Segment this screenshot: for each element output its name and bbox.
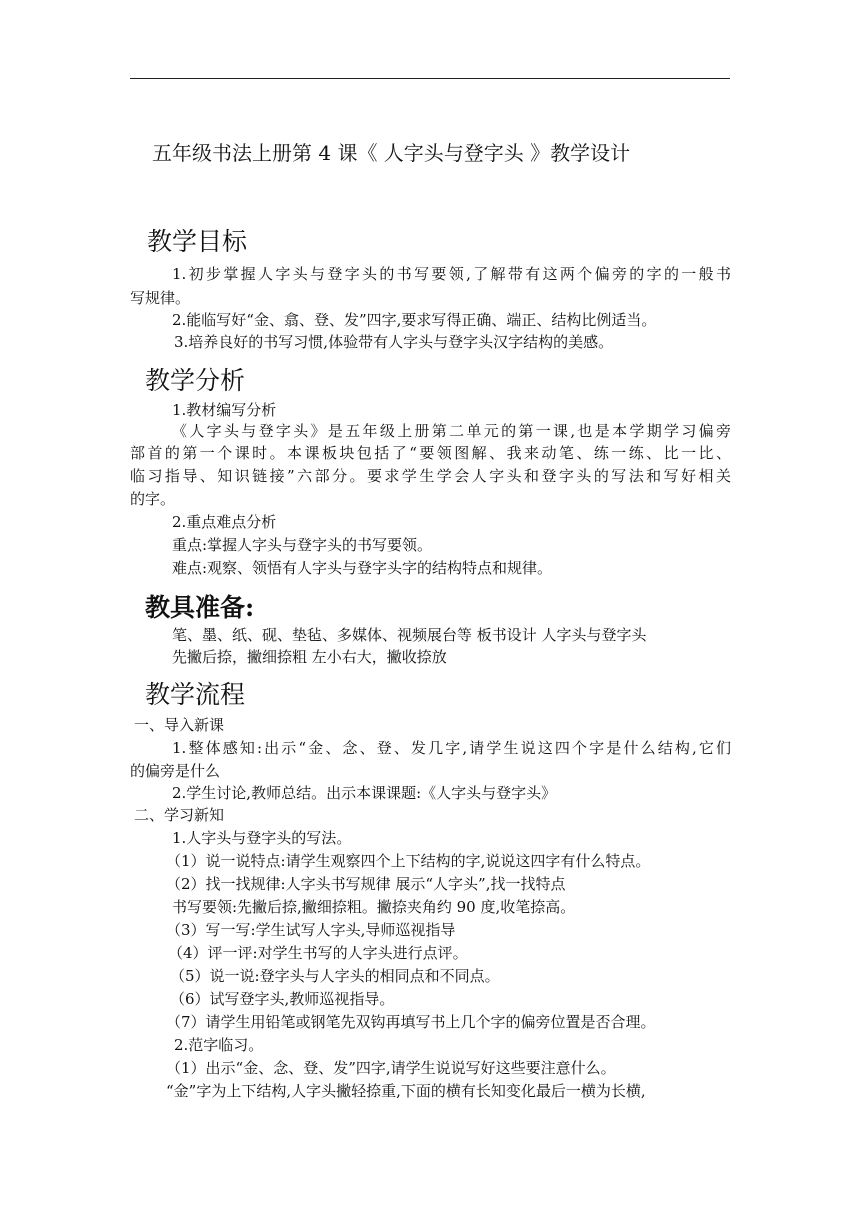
analysis-para-line-3: 临习指导、知识链接”六部分。要求学生学会人字头和登字头的写法和写好相关 <box>130 467 731 485</box>
process-2-1-6: （6）试写登字头,教师巡视指导。 <box>170 990 395 1008</box>
process-1-1 <box>130 737 731 759</box>
process-2-1-7: （7）请学生用铅笔或钢笔先双钩再填写书上几个字的偏旁位置是否合理。 <box>166 1013 656 1031</box>
process-2-2: 2.范字临习。 <box>174 1036 264 1054</box>
process-2-1-4: （4）评一评:对学生书写的人字头进行点评。 <box>168 944 468 962</box>
heading-analysis: 教学分析 <box>145 366 246 395</box>
analysis-sub-1: 1.教材编写分析 <box>172 401 277 419</box>
process-1-1-cont: 的偏旁是什么 <box>130 762 221 780</box>
process-2-2-2: “金”字为上下结构,人字头撇轻捺重,下面的横有长知变化最后一横为长横, <box>166 1082 646 1100</box>
goal-item-2: 2.能临写好“金、翕、登、发”四字,要求写得正确、端正、结构比例适当。 <box>172 311 657 329</box>
goal-item-1 <box>130 263 731 285</box>
analysis-sub-2: 2.重点难点分析 <box>172 513 277 531</box>
analysis-difficulty: 难点:观察、领悟有人字头与登字头字的结构特点和规律。 <box>172 559 553 577</box>
process-2-1-2: （2）找一找规律:人字头书写规律 展示“人字头”,找一找特点 <box>166 875 566 893</box>
analysis-para-line-4: 的字。 <box>130 490 176 508</box>
process-section-2: 二、学习新知 <box>134 806 225 824</box>
analysis-para-line-1 <box>130 420 731 442</box>
process-section-1: 一、导入新课 <box>134 716 225 734</box>
goal-item-3: 3.培养良好的书写习惯,体验带有人字头与登字头汉字结构的美感。 <box>174 333 614 351</box>
analysis-key-point: 重点:掌握人字头与登字头的书写要领。 <box>172 536 433 554</box>
heading-process: 教学流程 <box>145 680 246 709</box>
process-2-1-5: （5）说一说:登字头与人字头的相同点和不同点。 <box>170 967 500 985</box>
document-title: 五年级书法上册第 4 课《 人字头与登字头 》教学设计 <box>152 141 631 165</box>
process-1-2: 2.学生讨论,教师总结。出示本课课题:《人字头与登字头》 <box>172 784 557 802</box>
process-2-1-3: （3）写一写:学生试写人字头,导师巡视指导 <box>166 921 456 939</box>
analysis-para-line-2: 部首的第一个课时。本课板块包括了“要领图解、我来动笔、练一练、比一比、 <box>130 444 731 462</box>
process-2-1-2-rule: 书写要领:先撇后捺,撇细捺粗。撇捺夹角约 90 度,收笔捺高。 <box>172 898 576 916</box>
process-1-1-text: 1.整体感知:出示“金、念、登、发几字,请学生说这四个字是什么结构,它们 <box>172 739 731 757</box>
heading-goals: 教学目标 <box>147 227 248 256</box>
header-rule <box>130 78 730 79</box>
process-2-1: 1.人字头与登字头的写法。 <box>172 829 352 847</box>
prep-line-1: 笔、墨、纸、砚、垫毡、多媒体、视频展台等 板书设计 人字头与登字头 <box>172 626 647 644</box>
prep-line-2: 先撇后捺，撇细捺粗 左小右大，撇收捺放 <box>172 648 447 666</box>
analysis-para-line-1-text: 《人字头与登字头》是五年级上册第二单元的第一课,也是本学期学习偏旁 <box>172 422 731 440</box>
goal-item-1-text: 1.初步掌握人字头与登字头的书写要领,了解带有这两个偏旁的字的一般书 <box>172 265 731 283</box>
goal-item-1-cont: 写规律。 <box>130 289 191 307</box>
process-2-2-1: （1）出示“金、念、登、发”四字,请学生说说写好这些要注意什么。 <box>166 1059 616 1077</box>
heading-prep: 教具准备: <box>145 593 255 622</box>
process-2-1-1: （1）说一说特点:请学生观察四个上下结构的字,说说这四字有什么特点。 <box>166 852 651 870</box>
